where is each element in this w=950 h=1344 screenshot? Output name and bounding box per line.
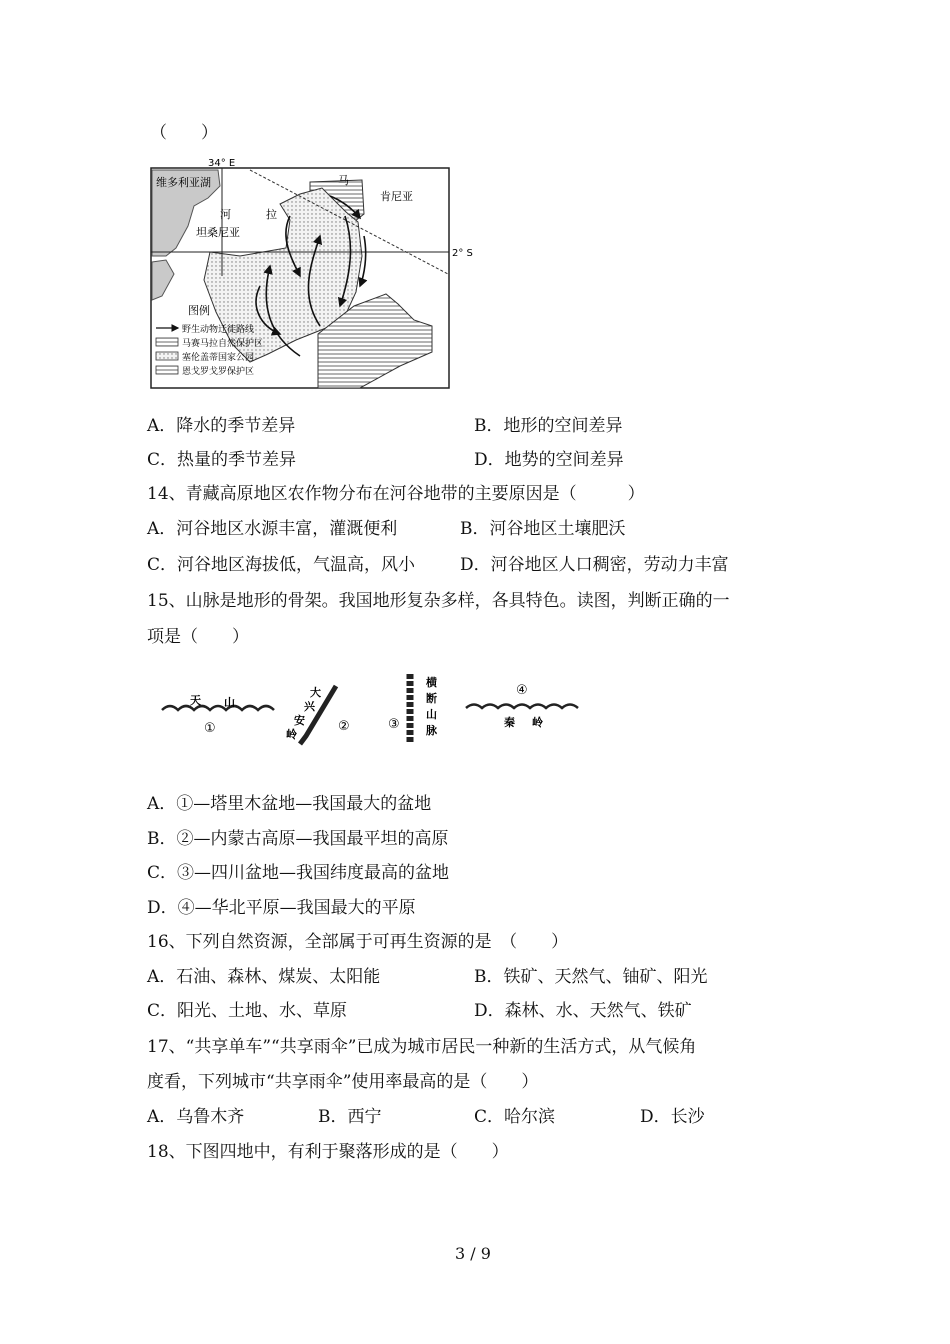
q16-option-c: C．阳光、土地、水、草原: [147, 1001, 348, 1021]
qinling-char-2: 岭: [532, 716, 543, 729]
q14-option-c: C．河谷地区海拔低，气温高，风小: [147, 555, 416, 575]
legend-swatch-serengeti: [156, 352, 178, 360]
legend-item-mara: 马赛马拉自然保护区: [182, 339, 264, 349]
q17-stem-line1: 17、“共享单车”“共享雨伞”已成为城市居民一种新的生活方式，从气候角: [147, 1037, 697, 1057]
tianshan-char-1: 天: [190, 694, 201, 707]
q13-option-d: D．地势的空间差异: [474, 450, 624, 470]
q15-option-d: D．④—华北平原—我国最大的平原: [147, 898, 416, 918]
q13-option-a: A．降水的季节差异: [147, 416, 296, 436]
tanzania-label: 坦桑尼亚: [196, 226, 240, 239]
q17-option-b: B．西宁: [318, 1107, 382, 1127]
latitude-label: 2° S: [452, 248, 473, 259]
q16-stem: 16、下列自然资源，全部属于可再生资源的是 （ ）: [147, 932, 569, 952]
mountain-number-4: ④: [516, 683, 528, 698]
q15-option-a: A．①—塔里木盆地—我国最大的盆地: [147, 794, 432, 814]
q17-option-c: C．哈尔滨: [474, 1107, 556, 1127]
tianshan-range: [162, 706, 274, 710]
tianshan-char-2: 山: [224, 696, 235, 709]
q15-stem-line2: 项是（ ）: [147, 627, 249, 647]
lake-label: 维多利亚湖: [156, 176, 211, 189]
mountains-figure: [160, 666, 580, 750]
qinling-range: [466, 705, 578, 709]
q13-option-c: C．热量的季节差异: [147, 450, 297, 470]
legend-title: 图例: [188, 304, 210, 317]
q18-stem: 18、下图四地中，有利于聚落形成的是（ ）: [147, 1142, 509, 1162]
page-number: 3 / 9: [455, 1244, 491, 1263]
legend-swatch-ngorongoro: [156, 366, 178, 374]
q13-stem-tail: （ ）: [150, 123, 218, 143]
river-label-2: 拉: [266, 208, 277, 221]
q15-option-b: B．②—内蒙古高原—我国最平坦的高原: [147, 829, 449, 849]
hengduan-char-3: 山: [426, 708, 437, 721]
q17-stem-line2: 度看，下列城市“共享雨伞”使用率最高的是（ ）: [147, 1072, 539, 1092]
legend-item-ngorongoro: 恩戈罗戈罗保护区: [182, 367, 255, 377]
mountain-number-3: ③: [388, 717, 400, 732]
hengduan-char-2: 断: [426, 692, 437, 705]
q17-option-a: A．乌鲁木齐: [147, 1107, 245, 1127]
q16-option-b: B．铁矿、天然气、铀矿、阳光: [474, 967, 708, 987]
legend-item-serengeti: 塞伦盖蒂国家公园: [182, 353, 255, 363]
mountain-number-2: ②: [338, 719, 350, 734]
q14-option-a: A．河谷地区水源丰富，灌溉便利: [147, 519, 398, 539]
legend-item-migration: 野生动物迁徙路线: [182, 325, 255, 335]
river-label-1: 河: [220, 208, 231, 221]
longitude-label: 34° E: [208, 158, 236, 169]
hengduan-char-4: 脉: [426, 724, 437, 737]
legend-swatch-mara: [156, 338, 178, 346]
ma-label: 马: [338, 174, 349, 187]
kenya-label: 肯尼亚: [380, 190, 413, 203]
daxinganling-char-3: 安: [294, 714, 305, 727]
qinling-char-1: 秦: [504, 716, 515, 729]
q15-stem-line1: 15、山脉是地形的骨架。我国地形复杂多样，各具特色。读图，判断正确的一: [147, 591, 730, 611]
q13-option-b: B．地形的空间差异: [474, 416, 623, 436]
q15-option-c: C．③—四川盆地—我国纬度最高的盆地: [147, 863, 450, 883]
q14-stem: 14、青藏高原地区农作物分布在河谷地带的主要原因是（ ）: [147, 484, 645, 504]
mountain-number-1: ①: [204, 721, 216, 736]
daxinganling-char-4: 岭: [286, 728, 297, 741]
serengeti-map: [150, 156, 480, 396]
q14-option-b: B．河谷地区土壤肥沃: [460, 519, 626, 539]
q14-option-d: D．河谷地区人口稠密，劳动力丰富: [460, 555, 729, 575]
daxinganling-char-2: 兴: [304, 700, 315, 713]
q16-option-a: A．石油、森林、煤炭、太阳能: [147, 967, 381, 987]
q16-option-d: D．森林、水、天然气、铁矿: [474, 1001, 692, 1021]
daxinganling-char-1: 大: [310, 686, 321, 699]
q17-option-d: D．长沙: [640, 1107, 705, 1127]
hengduan-char-1: 横: [426, 676, 437, 689]
